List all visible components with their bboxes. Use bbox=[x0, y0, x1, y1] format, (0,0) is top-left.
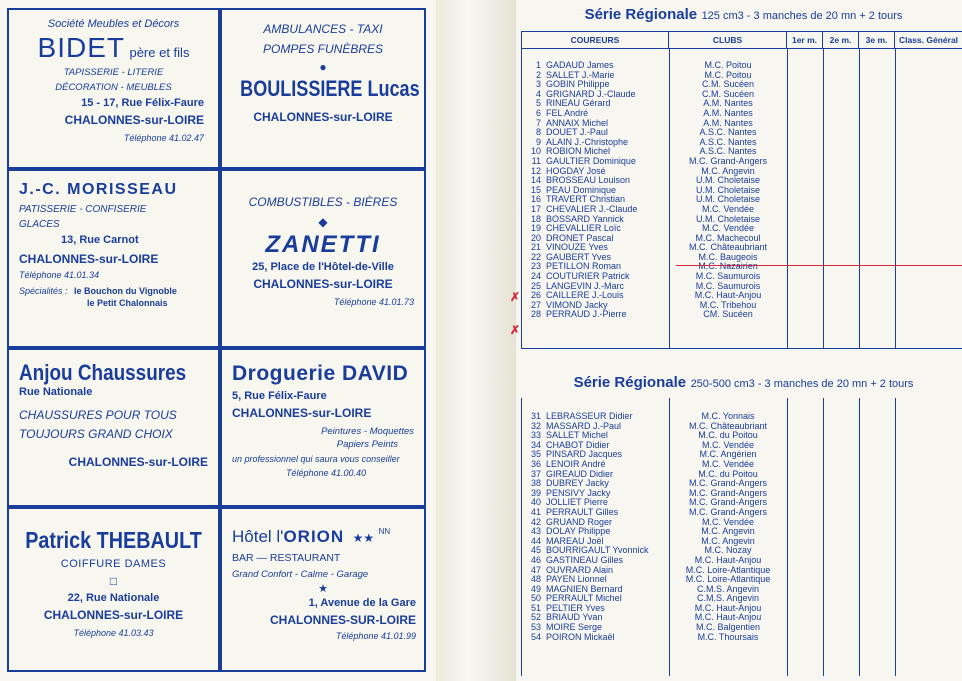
rider-club: M.C. Grand-Angers bbox=[688, 497, 768, 508]
ad-anjou-street: Rue Nationale bbox=[19, 386, 93, 398]
rider-name: LANGEVIN J.-Marc bbox=[546, 280, 625, 291]
rider-number: 49 bbox=[530, 583, 541, 594]
rider-number: 26 bbox=[530, 290, 541, 301]
ad-zanetti-city: CHALONNES-sur-LOIRE bbox=[253, 277, 393, 291]
rider-number: 9 bbox=[535, 136, 541, 147]
series-2-title: Série Régionale bbox=[573, 374, 687, 391]
rider-name: RINEAU Gérard bbox=[546, 98, 611, 109]
rider-club: M.C. Saumurois bbox=[695, 280, 761, 291]
rider-number: 6 bbox=[535, 107, 541, 118]
rider-club: U.M. Choletaise bbox=[695, 175, 761, 186]
ad-boulissiere bbox=[220, 8, 426, 169]
rider-club: M.C. Angevin bbox=[701, 165, 755, 176]
rider-number: 18 bbox=[530, 213, 541, 224]
ad-bidet-phone: Téléphone 41.02.47 bbox=[123, 133, 204, 143]
rider-name: PERRAULT Gilles bbox=[546, 506, 619, 517]
rider-number: 42 bbox=[530, 516, 541, 527]
rider-number: 32 bbox=[530, 420, 541, 431]
rider-name: MOIRE Serge bbox=[546, 622, 603, 633]
rider-number: 46 bbox=[530, 554, 541, 565]
col-m2: 2e m. bbox=[823, 32, 859, 48]
rider-name: MASSARD J.-Paul bbox=[546, 420, 622, 431]
rider-number: 48 bbox=[530, 574, 541, 585]
rider-number: 37 bbox=[530, 468, 541, 479]
rider-number: 4 bbox=[535, 88, 541, 99]
rider-name: ROBION Michel bbox=[546, 146, 611, 157]
rider-name: LEBRASSEUR Didier bbox=[546, 411, 633, 421]
ad-zanetti bbox=[220, 169, 426, 348]
rider-club: M.C. Vendée bbox=[701, 203, 755, 214]
rider-name: GOBIN Philippe bbox=[546, 79, 610, 90]
rider-club: U.M. Choletaise bbox=[695, 194, 761, 205]
series-1-details: 125 cm3 - 3 manches de 20 mn + 2 tours bbox=[701, 10, 903, 22]
rider-name: BRIAUD Yvan bbox=[546, 612, 603, 623]
ad-orion-nn: NN bbox=[378, 527, 391, 536]
rider-club: M.C. Grand-Angers bbox=[688, 155, 768, 166]
rider-club: C.M. Sucéen bbox=[701, 88, 755, 99]
rider-name: OUVRARD Alain bbox=[546, 564, 614, 575]
rider-name: GRIGNARD J.-Claude bbox=[546, 88, 636, 99]
rider-club: M.C. Haut-Anjou bbox=[694, 554, 762, 565]
rider-name: MAREAU Joël bbox=[546, 535, 604, 546]
rider-club: M.C. Grand-Angers bbox=[688, 506, 768, 517]
rider-club: C.M.S. Angevin bbox=[696, 583, 760, 594]
ad-morisseau-spec1: le Bouchon du Vignoble bbox=[74, 286, 177, 296]
rider-number: 54 bbox=[530, 631, 541, 642]
rider-number: 28 bbox=[530, 309, 541, 320]
col-riders: COUREURS bbox=[522, 32, 669, 48]
rider-number: 22 bbox=[530, 251, 541, 262]
rider-club: M.C. Angevin bbox=[701, 526, 755, 537]
col-general: Class. Général bbox=[898, 35, 959, 45]
rider-name: GADAUD James bbox=[546, 60, 614, 70]
rider-number: 19 bbox=[530, 223, 541, 234]
rider-name: GAUBERT Yves bbox=[546, 251, 612, 262]
rider-number: 36 bbox=[530, 458, 541, 469]
rider-name: LENOIR André bbox=[546, 458, 606, 469]
ad-bidet bbox=[7, 8, 220, 169]
rider-club: M.C. Grand-Angers bbox=[688, 478, 768, 489]
rider-club: M.C. Angevin bbox=[701, 535, 755, 546]
rider-number: 34 bbox=[530, 439, 541, 450]
rider-name: PAYEN Lionnel bbox=[546, 574, 607, 585]
ad-bidet-top: Société Meubles et Décors bbox=[47, 18, 180, 30]
rider-number: 27 bbox=[530, 299, 541, 310]
ad-anjou-line2: TOUJOURS GRAND CHOIX bbox=[19, 427, 173, 441]
rider-number: 23 bbox=[530, 261, 541, 272]
rider-name: GAULTIER Dominique bbox=[546, 155, 636, 166]
rider-club: M.C. Loire-Atlantique bbox=[685, 574, 771, 585]
rider-number: 31 bbox=[530, 411, 541, 421]
ad-boulissiere-name: BOULISSIERE Lucas bbox=[240, 76, 420, 101]
rider-club: U.M. Choletaise bbox=[695, 213, 761, 224]
ad-orion-stars: ★★ bbox=[352, 531, 375, 545]
rider-club: A.M. Nantes bbox=[703, 117, 753, 128]
rider-club: M.C. Haut-Anjou bbox=[694, 612, 762, 623]
ad-zanetti-address: 25, Place de l'Hôtel-de-Ville bbox=[252, 261, 394, 273]
rider-name: MAGNIEN Bernard bbox=[546, 583, 623, 594]
rider-club: CM. Sucéen bbox=[703, 309, 753, 320]
ad-bidet-city: CHALONNES-sur-LOIRE bbox=[64, 113, 204, 127]
ad-zanetti-phone: Téléphone 41.01.73 bbox=[333, 297, 414, 307]
rider-number: 47 bbox=[530, 564, 541, 575]
rider-name: POIRON Mickaël bbox=[546, 631, 615, 642]
ad-david-line3: un professionnel qui saura vous conseiller bbox=[232, 454, 400, 464]
ad-morisseau-city: CHALONNES-sur-LOIRE bbox=[19, 252, 159, 266]
rider-name: ANNAIX Michel bbox=[546, 117, 609, 128]
rider-club: M.C. Saumurois bbox=[695, 271, 761, 282]
rider-name: COUTURIER Patrick bbox=[546, 271, 630, 282]
ad-morisseau-line1: PATISSERIE - CONFISERIE bbox=[19, 204, 147, 215]
ad-boulissiere-city: CHALONNES-sur-LOIRE bbox=[253, 110, 393, 124]
series-1-title: Série Régionale bbox=[584, 6, 698, 23]
rider-name: SALLET J.-Marie bbox=[546, 69, 615, 80]
rider-club: M.C. Loire-Atlantique bbox=[685, 564, 771, 575]
ad-anjou-city: CHALONNES-sur-LOIRE bbox=[68, 455, 208, 469]
ad-david-phone: Téléphone 41.00.40 bbox=[286, 468, 367, 478]
ad-thebault-name: Patrick THEBAULT bbox=[25, 527, 202, 553]
ad-morisseau-line2: GLACES bbox=[19, 219, 60, 230]
ad-droguerie-david bbox=[220, 348, 426, 507]
rider-club: A.S.C. Nantes bbox=[699, 136, 757, 147]
ad-orion-name-line bbox=[232, 527, 424, 547]
ad-morisseau-name: J.-C. MORISSEAU bbox=[19, 181, 178, 198]
bullet-icon: ● bbox=[319, 60, 327, 74]
rider-number: 44 bbox=[530, 535, 541, 546]
rider-name: PELTIER Yves bbox=[546, 602, 605, 613]
rider-name: PERRAUD J.-Pierre bbox=[546, 309, 627, 320]
rider-name: CHABOT Didier bbox=[546, 439, 610, 450]
rider-number: 10 bbox=[530, 146, 541, 157]
col-clubs: CLUBS bbox=[669, 32, 787, 48]
rider-number: 39 bbox=[530, 487, 541, 498]
rider-club: M.C. Machecoul bbox=[695, 232, 761, 243]
rider-number: 38 bbox=[530, 478, 541, 489]
rider-club: M.C. Haut-Anjou bbox=[694, 602, 762, 613]
ad-hotel-orion bbox=[220, 507, 426, 672]
ad-morisseau-spec-label: Spécialités : bbox=[19, 286, 68, 296]
rider-name: PINSARD Jacques bbox=[546, 449, 623, 460]
ad-orion-city: CHALONNES-SUR-LOIRE bbox=[270, 613, 416, 627]
rider-name: JOLLIET Pierre bbox=[546, 497, 608, 508]
ad-anjou-line1: CHAUSSURES POUR TOUS bbox=[19, 408, 177, 422]
ad-orion-address: 1, Avenue de la Gare bbox=[308, 597, 416, 609]
rider-number: 53 bbox=[530, 622, 541, 633]
ad-bidet-name-line bbox=[9, 32, 218, 64]
rider-number: 45 bbox=[530, 545, 541, 556]
rider-name: PETILLON Roman bbox=[546, 261, 622, 272]
ad-thebault-address: 22, Rue Nationale bbox=[67, 592, 160, 604]
ad-david-line2: Papiers Peints bbox=[336, 439, 398, 450]
rider-club: U.M. Choletaise bbox=[695, 184, 761, 195]
rider-club: M.C. Châteaubriant bbox=[688, 242, 768, 253]
diamond-icon: ◆ bbox=[318, 215, 328, 229]
rider-name: BOURRIGAULT Yvonnick bbox=[546, 545, 649, 556]
rider-number: 3 bbox=[535, 79, 541, 90]
star-icon: ★ bbox=[318, 583, 328, 595]
series-1-table bbox=[521, 31, 962, 349]
red-x-mark: ✗ bbox=[510, 323, 521, 337]
ad-boulissiere-line2: POMPES FUNÈBRES bbox=[262, 42, 384, 56]
ad-anjou-chaussures bbox=[7, 348, 220, 507]
rider-name: BROSSEAU Louison bbox=[546, 175, 631, 186]
series-2-heading bbox=[525, 374, 962, 392]
rider-number: 8 bbox=[535, 127, 541, 138]
ad-orion-name-prefix: Hôtel l' bbox=[232, 527, 284, 546]
rider-club: M.C. Poitou bbox=[704, 69, 752, 80]
rider-number: 15 bbox=[530, 184, 541, 195]
series-1-heading bbox=[525, 6, 962, 24]
rider-club: A.S.C. Nantes bbox=[699, 127, 757, 138]
ad-morisseau-spec2: le Petit Chalonnais bbox=[87, 298, 168, 308]
rider-number: 43 bbox=[530, 526, 541, 537]
rider-club: M.C. Thoursais bbox=[697, 631, 759, 642]
col-m3: 3e m. bbox=[859, 32, 895, 48]
rider-number: 11 bbox=[531, 155, 541, 166]
rider-name: CAILLERE J.-Louis bbox=[546, 290, 624, 301]
series-2-details: 250-500 cm3 - 3 manches de 20 mn + 2 tours bbox=[690, 378, 914, 390]
series-2-rows bbox=[522, 398, 962, 642]
ad-zanetti-line1: COMBUSTIBLES - BIÈRES bbox=[248, 195, 398, 209]
ad-morisseau-phone: Téléphone 41.01.34 bbox=[19, 270, 100, 280]
ad-bidet-line1: TAPISSERIE - LITERIE bbox=[63, 67, 164, 78]
rider-name: ALAIN J.-Christophe bbox=[546, 136, 629, 147]
rider-club: C.M. Sucéen bbox=[701, 79, 755, 90]
rider-name: CHEVALLIER Loïc bbox=[546, 223, 621, 234]
ad-david-name: Droguerie DAVID bbox=[232, 362, 409, 385]
rider-club: M.C. Grand-Angers bbox=[688, 487, 768, 498]
rider-number: 24 bbox=[530, 271, 541, 282]
rider-number: 17 bbox=[530, 203, 541, 214]
ad-boulissiere-line1: AMBULANCES - TAXI bbox=[263, 22, 383, 36]
red-x-mark: ✗ bbox=[510, 290, 521, 304]
ad-thebault-city: CHALONNES-sur-LOIRE bbox=[43, 608, 184, 622]
page-gutter bbox=[436, 0, 516, 681]
rider-club: A.S.C. Nantes bbox=[699, 146, 757, 157]
rider-club: M.C. Balgentien bbox=[695, 622, 761, 633]
ad-david-line1: Peintures - Moquettes bbox=[321, 426, 414, 437]
rider-name: PERRAULT Michel bbox=[546, 593, 622, 604]
rider-name: VINOUZE Yves bbox=[546, 242, 608, 253]
rider-club: C.M.S. Angevin bbox=[696, 593, 760, 604]
rider-club: M.C. Haut-Anjou bbox=[694, 290, 762, 301]
rider-name: BOSSARD Yannick bbox=[546, 213, 624, 224]
rider-name: DOLAY Philippe bbox=[546, 526, 611, 537]
col-m1: 1er m. bbox=[787, 32, 823, 48]
rider-club: A.M. Nantes bbox=[703, 107, 753, 118]
rider-number: 21 bbox=[530, 242, 541, 253]
ad-orion-line2: Grand Confort - Calme - Garage bbox=[232, 569, 369, 580]
rider-club: M.C. Nozay bbox=[704, 545, 752, 556]
rider-number: 20 bbox=[530, 232, 541, 243]
ad-morisseau-spec bbox=[19, 286, 218, 296]
series-2-table bbox=[521, 398, 962, 676]
rider-name: DOUET J.-Paul bbox=[546, 127, 608, 138]
rider-name: GRUAND Roger bbox=[546, 516, 613, 527]
rider-number: 33 bbox=[530, 430, 541, 441]
rider-number: 16 bbox=[530, 194, 541, 205]
rider-name: CHEVALIER J.-Claude bbox=[546, 203, 638, 214]
ad-orion-phone: Téléphone 41.01.99 bbox=[335, 631, 416, 641]
rider-club: M.C. Nazairien bbox=[698, 261, 758, 272]
rider-number: 14 bbox=[530, 175, 541, 186]
rider-club: M.C. Châteaubriant bbox=[688, 420, 768, 431]
rider-club: M.C. Yonnais bbox=[701, 411, 755, 421]
series-1-rows bbox=[522, 49, 962, 320]
ad-bidet-address: 15 - 17, Rue Félix-Faure bbox=[81, 97, 204, 109]
rider-name: SALLET Michel bbox=[546, 430, 608, 441]
ad-david-city: CHALONNES-sur-LOIRE bbox=[232, 406, 372, 420]
rider-name: PENSIVY Jacky bbox=[546, 487, 611, 498]
rider-club: M.C. Vendée bbox=[701, 439, 755, 450]
ad-orion-name: ORION bbox=[283, 527, 345, 546]
series-1-table-header bbox=[522, 32, 962, 49]
square-icon: □ bbox=[109, 574, 118, 588]
rider-number: 52 bbox=[530, 612, 541, 623]
rider-number: 35 bbox=[530, 449, 541, 460]
rider-name: FEL André bbox=[546, 107, 589, 118]
rider-number: 50 bbox=[530, 593, 541, 604]
rider-name: GIREAUD Didier bbox=[546, 468, 614, 479]
rider-club: M.C. du Poitou bbox=[698, 430, 758, 441]
rider-club: M.C. du Poitou bbox=[698, 468, 758, 479]
rider-number: 2 bbox=[535, 69, 541, 80]
rider-number: 41 bbox=[530, 506, 541, 517]
rider-number: 1 bbox=[535, 60, 541, 70]
ad-orion-line1: BAR — RESTAURANT bbox=[232, 552, 341, 564]
rider-club: M.C. Angérien bbox=[699, 449, 757, 460]
ad-thebault bbox=[7, 507, 220, 672]
rider-number: 12 bbox=[530, 165, 541, 176]
rider-club: M.C. Vendée bbox=[701, 223, 755, 234]
rider-club: M.C. Poitou bbox=[704, 60, 752, 70]
rider-club: M.C. Baugeois bbox=[698, 251, 758, 262]
rider-club: M.C. Vendée bbox=[701, 516, 755, 527]
table-row bbox=[522, 633, 962, 643]
rider-club: A.M. Nantes bbox=[703, 98, 753, 109]
ad-morisseau-address: 13, Rue Carnot bbox=[61, 234, 139, 246]
table-row bbox=[522, 310, 962, 320]
red-underline bbox=[676, 265, 962, 266]
rider-number: 51 bbox=[530, 602, 541, 613]
ad-david-address: 5, Rue Félix-Faure bbox=[232, 390, 327, 402]
ad-thebault-line1: COIFFURE DAMES bbox=[60, 558, 167, 570]
ad-zanetti-name: ZANETTI bbox=[265, 231, 381, 258]
ad-bidet-name: BIDET bbox=[37, 32, 126, 63]
ad-thebault-phone: Téléphone 41.03.43 bbox=[73, 628, 154, 638]
rider-name: HOGDAY José bbox=[546, 165, 606, 176]
rider-name: DRONET Pascal bbox=[546, 232, 614, 243]
rider-club: M.C. Tribehou bbox=[699, 299, 757, 310]
rider-name: GASTINEAU Gilles bbox=[546, 554, 624, 565]
ad-bidet-suffix: père et fils bbox=[129, 45, 190, 60]
rider-number: 40 bbox=[530, 497, 541, 508]
ad-anjou-name: Anjou Chaussures bbox=[19, 360, 187, 385]
rider-name: VIMOND Jacky bbox=[546, 299, 608, 310]
rider-club: M.C. Vendée bbox=[701, 458, 755, 469]
rider-number: 5 bbox=[535, 98, 541, 109]
rider-number: 25 bbox=[530, 280, 541, 291]
ad-bidet-line2: DÉCORATION - MEUBLES bbox=[55, 82, 172, 93]
ad-morisseau bbox=[7, 169, 220, 348]
rider-number: 7 bbox=[535, 117, 541, 128]
rider-name: PEAU Dominique bbox=[546, 184, 617, 195]
rider-name: DUBREY Jacky bbox=[546, 478, 609, 489]
rider-name: TRAVERT Christian bbox=[546, 194, 626, 205]
